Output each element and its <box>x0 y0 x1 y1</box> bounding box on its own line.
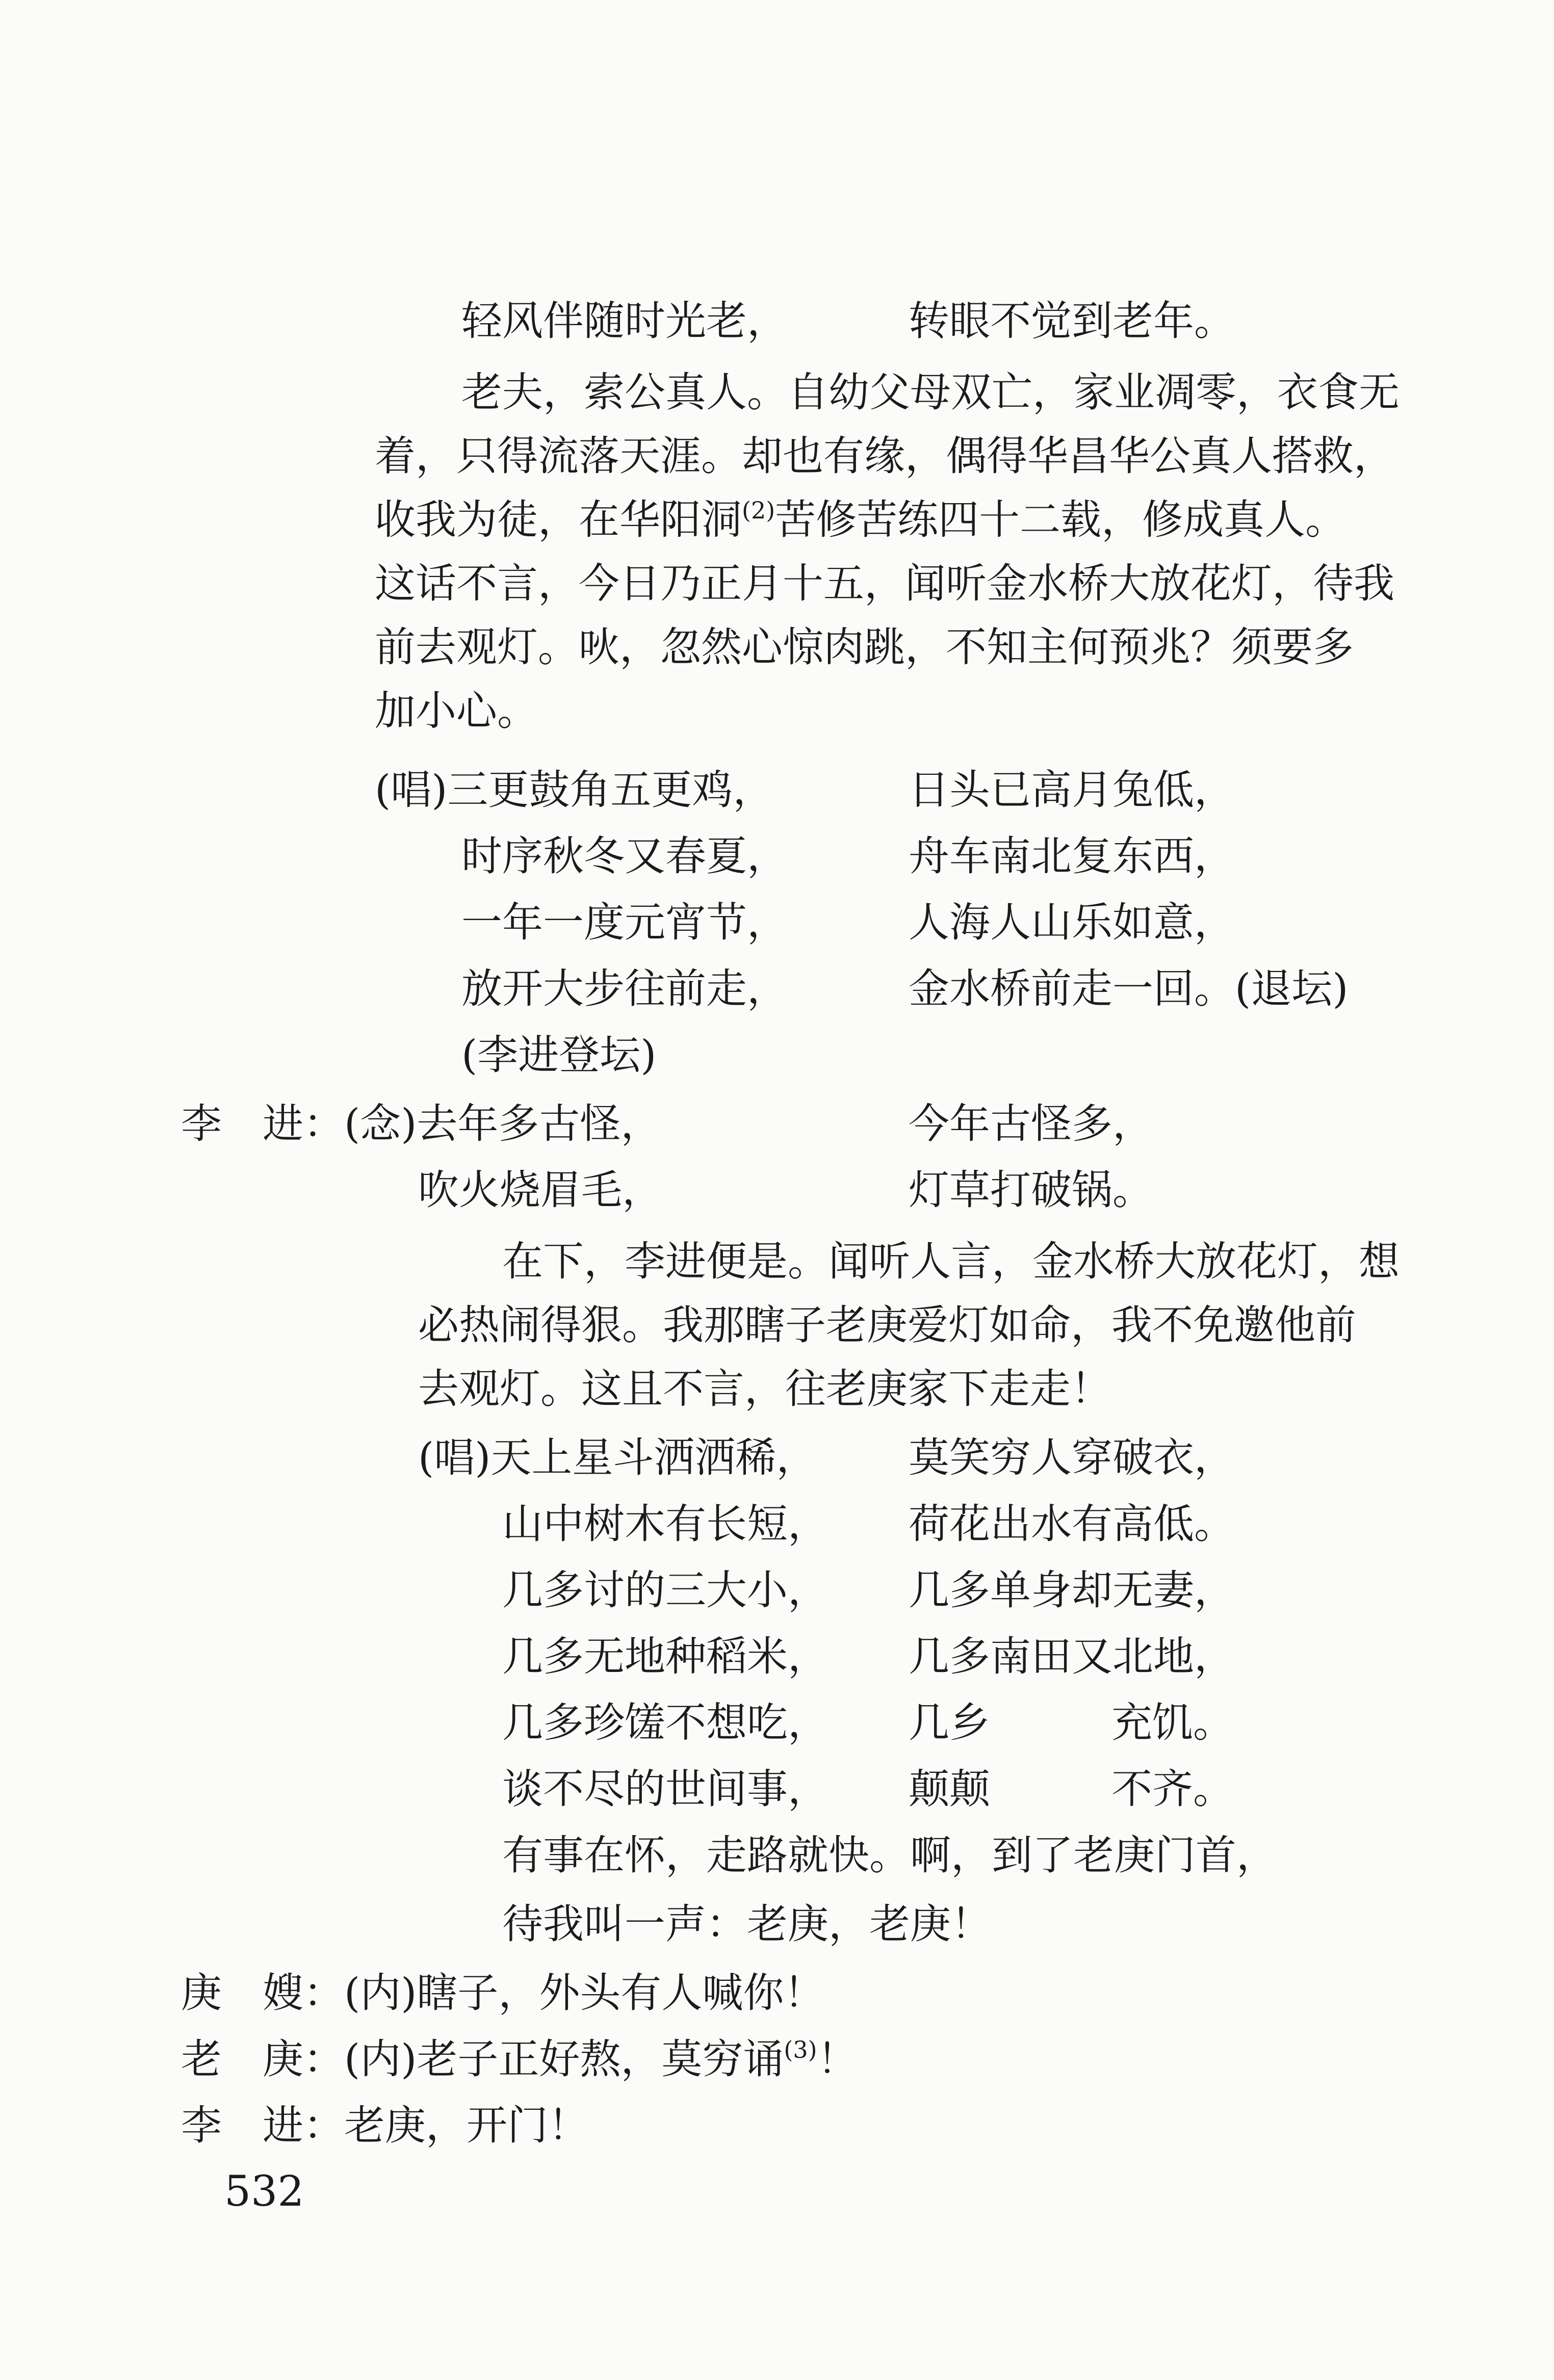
verse-right: 今年古怪多， <box>909 1100 1153 1147</box>
speaker-line: 李 进：(念)去年多古怪， <box>181 1100 662 1147</box>
prose-line: 老夫，索公真人。自幼父母双亡，家业凋零，衣食无 <box>461 369 1400 416</box>
prose-line: 收我为徒，在华阳洞$^{(2)}$苦修苦练四十二载，修成真人。 <box>375 496 1346 543</box>
verse-left: 放开大步往前走， <box>461 965 788 1012</box>
verse-right-tail: 充饥。 <box>1111 1699 1234 1746</box>
verse-left: 山中树木有长短， <box>502 1500 828 1548</box>
verse-right: 转眼不觉到老年。 <box>909 297 1235 345</box>
verse-left: 轻风伴随时光老， <box>461 297 788 345</box>
verse-left: (唱)三更鼓角五更鸡， <box>375 766 774 814</box>
prose-line: 前去观灯。吙，忽然心惊肉跳，不知主何预兆？须要多 <box>375 623 1354 671</box>
prose-line: 待我叫一声：老庚，老庚！ <box>502 1900 992 1948</box>
verse-right: 颠颠 <box>909 1765 990 1813</box>
verse-right: 莫笑穷人穿破衣， <box>909 1434 1235 1481</box>
speaker-line: 庚 嫂：(内)瞎子，外头有人喊你！ <box>181 1969 825 2017</box>
verse-left: 一年一度元宵节， <box>461 899 788 946</box>
speaker-line: 李 进：老庚，开门！ <box>181 2102 589 2149</box>
verse-left: 谈不尽的世间事， <box>502 1765 828 1813</box>
prose-line: 去观灯。这且不言，往老庚家下走走！ <box>418 1365 1111 1413</box>
verse-right: 灯草打破锅。 <box>909 1166 1153 1214</box>
verse-right: 荷花出水有高低。 <box>909 1500 1235 1548</box>
verse-left: 几多讨的三大小， <box>502 1566 828 1614</box>
verse-right: 金水桥前走一回。(退坛) <box>909 965 1349 1012</box>
verse-left: 几多无地种稻米， <box>502 1633 828 1680</box>
footnote-ref: (3) <box>784 2036 817 2063</box>
verse-right: 舟车南北复东西， <box>909 832 1235 880</box>
prose-line: 在下，李进便是。闻听人言，金水桥大放花灯，想 <box>502 1238 1400 1285</box>
verse-left: 几多珍馐不想吃， <box>502 1699 828 1746</box>
verse-right-tail: 不齐。 <box>1111 1765 1234 1813</box>
verse-left: 吹火烧眉毛， <box>418 1166 663 1214</box>
prose-line: 加小心。 <box>375 687 538 735</box>
verse-right: 几乡 <box>909 1699 990 1746</box>
verse-left: 时序秋冬又春夏， <box>461 832 788 880</box>
prose-line: 必热闹得狠。我那瞎子老庚爱灯如命，我不免邀他前 <box>418 1301 1356 1349</box>
verse-right: 几多单身却无妻， <box>909 1566 1235 1614</box>
verse-left: (唱)天上星斗洒洒稀， <box>418 1434 817 1481</box>
stage-direction: (李进登坛) <box>461 1031 657 1079</box>
prose-line: 着，只得流落天涯。却也有缘，偶得华昌华公真人搭救， <box>375 432 1394 480</box>
speaker-line: 老 庚：(内)老子正好熬，莫穷诵$^{(3)}$！ <box>181 2035 858 2083</box>
footnote-ref: (2) <box>742 496 775 524</box>
page-number: 532 <box>224 2167 304 2216</box>
verse-right: 日头已高月兔低， <box>909 766 1235 814</box>
prose-line: 有事在怀，走路就快。啊，到了老庚门首， <box>502 1832 1277 1879</box>
verse-right: 人海人山乐如意， <box>909 899 1235 946</box>
verse-right: 几多南田又北地， <box>909 1633 1235 1680</box>
prose-line: 这话不言，今日乃正月十五，闻听金水桥大放花灯，待我 <box>375 560 1394 607</box>
